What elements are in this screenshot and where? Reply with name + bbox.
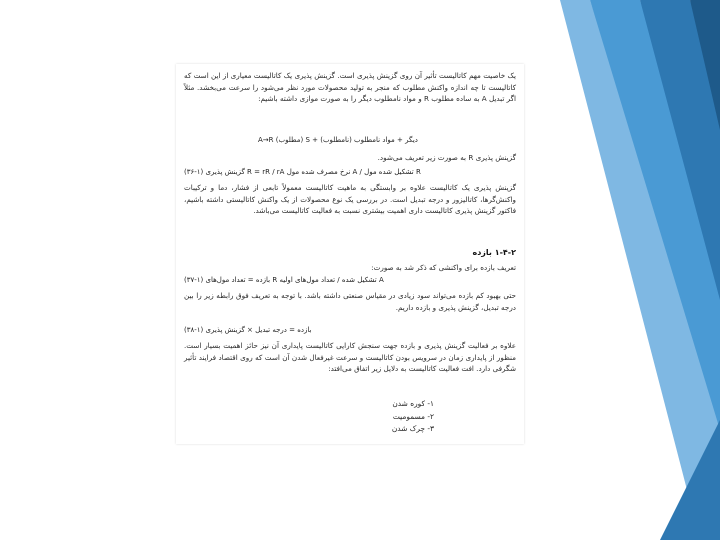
document-image	[176, 64, 524, 444]
equation-parallel-reaction: A→R (مطلوب) S + (نامطلوب) دیگر + مواد نامطلوب	[258, 136, 418, 144]
paragraph-stability: علاوه بر فعالیت گزینش پذیری و بازده جهت سنجش کارایی کاتالیست پایداری آن نیز حائز اهمیت بسیار است. منظور از پایداری زمان در سرویس بودن کاتالیست و سرعت غیرفعال شدن آن است که روی اقتصاد فرایند تأثیر شگرفی دارد. افت فعالیت کاتالیست به دلایل زیر اتفاق می‌افتد:	[184, 341, 516, 373]
equation-selectivity: (۳۶-۱) گزینش پذیری R = rR / rA نرخ مصرف شده مول A / تشکیل شده مول R	[184, 168, 421, 176]
paragraph-selectivity-factors: گزینش پذیری یک کاتالیست علاوه بر وابستگی به ماهیت کاتالیست معمولاً تابعی از فشار، دما و ترکیبات واکنش‌گرها، کاتالیزور و درجه تبدیل است. در بررسی یک نوع محصولات از یک واکنش کاتالیستی داشته باشیم، فاکتور گزینش پذیری کاتالیست داری اهمیت بیشتری نسبت به فعالیت کاتالیست می‌باشد.	[184, 183, 516, 215]
paragraph-selectivity-intro: یک خاصیت مهم کاتالیست تأثیر آن روی گزینش پذیری است. گزینش پذیری یک کاتالیست معیاری از این است که کاتالیست تا چه اندازه واکنش مطلوب که منجر به تولید محصولات مورد نظر می‌شود را سرعت می‌بخشد. مثلاً اگر تبدیل A به ساده مطلوب R و مواد نامطلوب دیگر را به صورت موازی داشته باشیم:	[184, 71, 516, 103]
paragraph-yield-relation: حتی بهبود کم بازده می‌تواند سود زیادی در مقیاس صنعتی داشته باشد. با توجه به تعریف فوق رابطه زیر را بین درجه تبدیل، گزینش پذیری و بازده داریم.	[184, 291, 516, 312]
paragraph-selectivity-definition: گزینش پذیری R به صورت زیر تعریف می‌شود.	[377, 153, 516, 162]
list-item: ۳- چرک شدن	[391, 424, 434, 433]
equation-yield: (۳۷-۱) بازده = تعداد مول‌های R تشکیل شده / تعداد مول‌های اولیه A	[184, 276, 384, 284]
deactivation-list	[392, 398, 434, 436]
section-heading: ۱-۴-۲ بازده	[472, 248, 516, 257]
list-item: ۲- مسمومیت	[392, 411, 434, 421]
equation-yield-relation: (۳۸-۱) بازده = درجه تبدیل × گزینش پذیری	[184, 326, 312, 334]
paragraph-yield-definition: تعریف بازده برای واکنشی که ذکر شد به صورت:	[371, 263, 516, 272]
list-item: ۱- کوره شدن	[392, 399, 434, 408]
